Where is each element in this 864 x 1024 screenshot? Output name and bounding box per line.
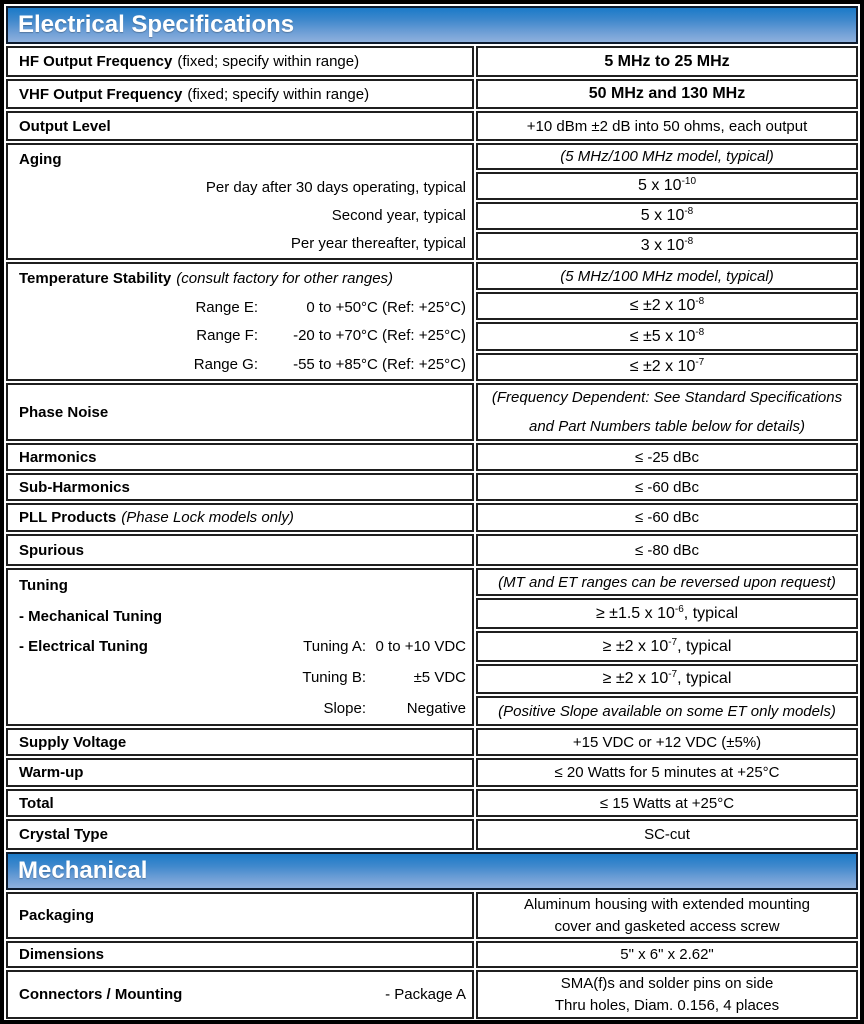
total-value-cell xyxy=(476,789,858,817)
connectors-mounting-label: Connectors / Mounting xyxy=(19,986,183,1003)
spurious-value: ≤ -80 dBc xyxy=(634,541,700,559)
crystal-type-value: SC-cut xyxy=(644,826,690,843)
aging-sub-line xyxy=(8,173,472,201)
electrical-tuning-label: - Electrical Tuning xyxy=(19,638,148,656)
output-level-label-cell xyxy=(6,111,474,141)
range-g-value-cell xyxy=(476,353,858,381)
aging-second-year-value: 5 x $10^{-8}$ xyxy=(640,206,694,224)
mechanical-tuning-label: - Mechanical Tuning xyxy=(19,607,163,625)
warm-up-value-cell xyxy=(476,758,858,787)
aging-sub-label-second-year: Second year, typical xyxy=(331,207,466,225)
range-g-label: Range G: xyxy=(193,356,258,374)
sub-harmonics-value-cell xyxy=(476,473,858,501)
electrical-tuning-line xyxy=(8,632,472,663)
mechanical-section-title: Mechanical xyxy=(18,857,148,884)
aging-sub-line xyxy=(8,202,472,230)
phase-noise-note-line1: (Frequency Dependent: See Standard Specifications xyxy=(491,388,843,406)
packaging-label: Packaging xyxy=(19,907,95,924)
range-f-condition: -20 to +70°C (Ref: +25°C) xyxy=(293,327,466,345)
warm-up-label: Warm-up xyxy=(19,764,84,781)
tuning-b-value: ≥ ±2 x $10^{-7}$, typical xyxy=(602,669,732,687)
tuning-label: Tuning xyxy=(19,576,68,594)
output-level-value-cell xyxy=(476,111,858,141)
aging-per-day-value: 5 x $10^{-10}$ xyxy=(637,176,697,194)
packaging-label-cell xyxy=(6,892,474,939)
tuning-label-cell xyxy=(6,568,474,726)
hf-frequency-value-cell xyxy=(476,46,858,77)
temperature-model-note-cell xyxy=(476,262,858,290)
supply-voltage-label-cell xyxy=(6,728,474,756)
range-e-condition: 0 to +50°C (Ref: +25°C) xyxy=(306,298,466,316)
pll-products-note: (Phase Lock models only) xyxy=(121,509,294,526)
aging-sub-line xyxy=(8,230,472,258)
tuning-a-value: ≥ ±2 x $10^{-7}$, typical xyxy=(602,636,732,655)
mechanical-tuning-line xyxy=(8,601,472,632)
sub-harmonics-value: ≤ -60 dBc xyxy=(634,478,700,496)
aging-second-year-value-cell xyxy=(476,202,858,230)
packaging-value-line2: cover and gasketed access screw xyxy=(554,917,780,935)
mechanical-section-header xyxy=(6,852,858,890)
connectors-value-line2: Thru holes, Diam. 0.156, 4 places xyxy=(554,996,780,1014)
pll-products-value-cell xyxy=(476,503,858,532)
temperature-stability-label: Temperature Stability xyxy=(19,269,172,287)
tuning-label-line xyxy=(8,570,472,601)
range-g-condition: -55 to +85°C (Ref: +25°C) xyxy=(293,356,466,374)
hf-frequency-label: HF Output Frequency xyxy=(19,53,173,70)
temperature-model-note: (5 MHz/100 MHz model, typical) xyxy=(560,267,774,285)
phase-noise-label-cell xyxy=(6,383,474,441)
aging-model-note-cell xyxy=(476,143,858,170)
aging-model-note: (5 MHz/100 MHz model, typical) xyxy=(560,148,774,165)
mechanical-tuning-value: ≥ ±1.5 x $10^{-6}$, typical xyxy=(595,603,739,622)
tuning-note: (MT and ET ranges can be reversed upon request) xyxy=(498,573,836,591)
pll-products-label: PLL Products xyxy=(19,509,117,526)
vhf-frequency-value-cell xyxy=(476,79,858,109)
range-e-value-cell xyxy=(476,292,858,320)
tuning-b-label: Tuning B: xyxy=(302,669,366,687)
temperature-stability-label-cell xyxy=(6,262,474,381)
harmonics-label-cell xyxy=(6,443,474,471)
slope-label: Slope: xyxy=(323,700,366,718)
aging-sub-label-per-day: Per day after 30 days operating, typical xyxy=(205,178,466,196)
harmonics-value: ≤ -25 dBc xyxy=(634,448,700,466)
crystal-type-label: Crystal Type xyxy=(19,826,108,843)
connectors-mounting-value-cell xyxy=(476,970,858,1019)
pll-products-label-cell xyxy=(6,503,474,532)
mechanical-spec-table xyxy=(6,892,858,1019)
aging-per-year-value: 3 x $10^{-8}$ xyxy=(640,236,694,254)
crystal-type-label-cell xyxy=(6,819,474,850)
range-g-value: ≤ ±2 x $10^{-7}$ xyxy=(629,357,705,375)
dimensions-value: 5" x 6" x 2.62" xyxy=(620,946,714,963)
total-label-cell xyxy=(6,789,474,817)
electrical-spec-table xyxy=(6,46,858,850)
aging-label-line xyxy=(8,145,472,173)
phase-noise-note-line2: and Part Numbers table below for details) xyxy=(529,418,805,435)
tuning-note-cell xyxy=(476,568,858,596)
electrical-section-title: Electrical Specifications xyxy=(18,11,295,38)
aging-label-cell xyxy=(6,143,474,260)
supply-voltage-label: Supply Voltage xyxy=(19,733,127,751)
hf-frequency-value: 5 MHz to 25 MHz xyxy=(604,52,730,70)
temperature-stability-label-line xyxy=(8,264,472,293)
temperature-stability-note: (consult factory for other ranges) xyxy=(176,269,394,287)
dimensions-value-cell xyxy=(476,941,858,968)
electrical-section-header xyxy=(6,6,858,44)
output-level-label: Output Level xyxy=(19,117,111,135)
range-f-value: ≤ ±5 x $10^{-8}$ xyxy=(629,326,705,345)
connectors-package-note: - Package A xyxy=(385,986,466,1003)
phase-noise-label: Phase Noise xyxy=(19,403,109,421)
harmonics-value-cell xyxy=(476,443,858,471)
warm-up-value: ≤ 20 Watts for 5 minutes at +25°C xyxy=(554,764,780,781)
spurious-value-cell xyxy=(476,534,858,566)
range-f-value-cell xyxy=(476,322,858,351)
slope-value: Negative xyxy=(406,700,466,718)
dimensions-label-cell xyxy=(6,941,474,968)
warm-up-label-cell xyxy=(6,758,474,787)
range-e-value: ≤ ±2 x $10^{-8}$ xyxy=(629,296,705,314)
dimensions-label: Dimensions xyxy=(19,946,105,963)
tuning-a-label: Tuning A: xyxy=(303,638,366,656)
sub-harmonics-label: Sub-Harmonics xyxy=(19,478,130,496)
spurious-label-cell xyxy=(6,534,474,566)
harmonics-label: Harmonics xyxy=(19,448,97,466)
supply-voltage-value-cell xyxy=(476,728,858,756)
temperature-range-line xyxy=(8,322,472,351)
sub-harmonics-label-cell xyxy=(6,473,474,501)
vhf-frequency-value: 50 MHz and 130 MHz xyxy=(588,85,746,102)
total-value: ≤ 15 Watts at +25°C xyxy=(599,794,735,812)
pll-products-value: ≤ -60 dBc xyxy=(634,509,700,526)
tuning-b-line xyxy=(8,662,472,693)
phase-noise-note-cell xyxy=(476,383,858,441)
vhf-frequency-note: (fixed; specify within range) xyxy=(187,85,370,103)
crystal-type-value-cell xyxy=(476,819,858,850)
spurious-label: Spurious xyxy=(19,541,85,559)
aging-per-year-value-cell xyxy=(476,232,858,260)
aging-label: Aging xyxy=(19,150,62,168)
range-e-label: Range E: xyxy=(195,298,258,316)
tuning-b-range: ±5 VDC xyxy=(413,669,466,687)
supply-voltage-value: +15 VDC or +12 VDC (±5%) xyxy=(572,733,762,751)
temperature-range-line xyxy=(8,350,472,379)
output-level-value: +10 dBm ±2 dB into 50 ohms, each output xyxy=(526,117,808,135)
aging-per-day-value-cell xyxy=(476,172,858,200)
total-label: Total xyxy=(19,794,54,812)
hf-frequency-note: (fixed; specify within range) xyxy=(177,53,360,70)
packaging-value-line1: Aluminum housing with extended mounting xyxy=(523,895,810,913)
connectors-value-line1: SMA(f)s and solder pins on side xyxy=(560,974,774,992)
vhf-frequency-label-cell xyxy=(6,79,474,109)
tuning-a-value-cell xyxy=(476,631,858,662)
connectors-mounting-label-cell xyxy=(6,970,474,1019)
range-f-label: Range F: xyxy=(196,327,258,345)
tuning-a-range: 0 to +10 VDC xyxy=(375,638,466,656)
slope-note: (Positive Slope available on some ET only models) xyxy=(498,702,836,720)
slope-note-cell xyxy=(476,696,858,726)
packaging-value-cell xyxy=(476,892,858,939)
mechanical-tuning-value-cell xyxy=(476,598,858,629)
vhf-frequency-label: VHF Output Frequency xyxy=(19,85,183,103)
temperature-range-line xyxy=(8,293,472,322)
hf-frequency-label-cell xyxy=(6,46,474,77)
aging-sub-label-per-year: Per year thereafter, typical xyxy=(290,235,466,253)
tuning-b-value-cell xyxy=(476,664,858,694)
slope-line xyxy=(8,693,472,724)
